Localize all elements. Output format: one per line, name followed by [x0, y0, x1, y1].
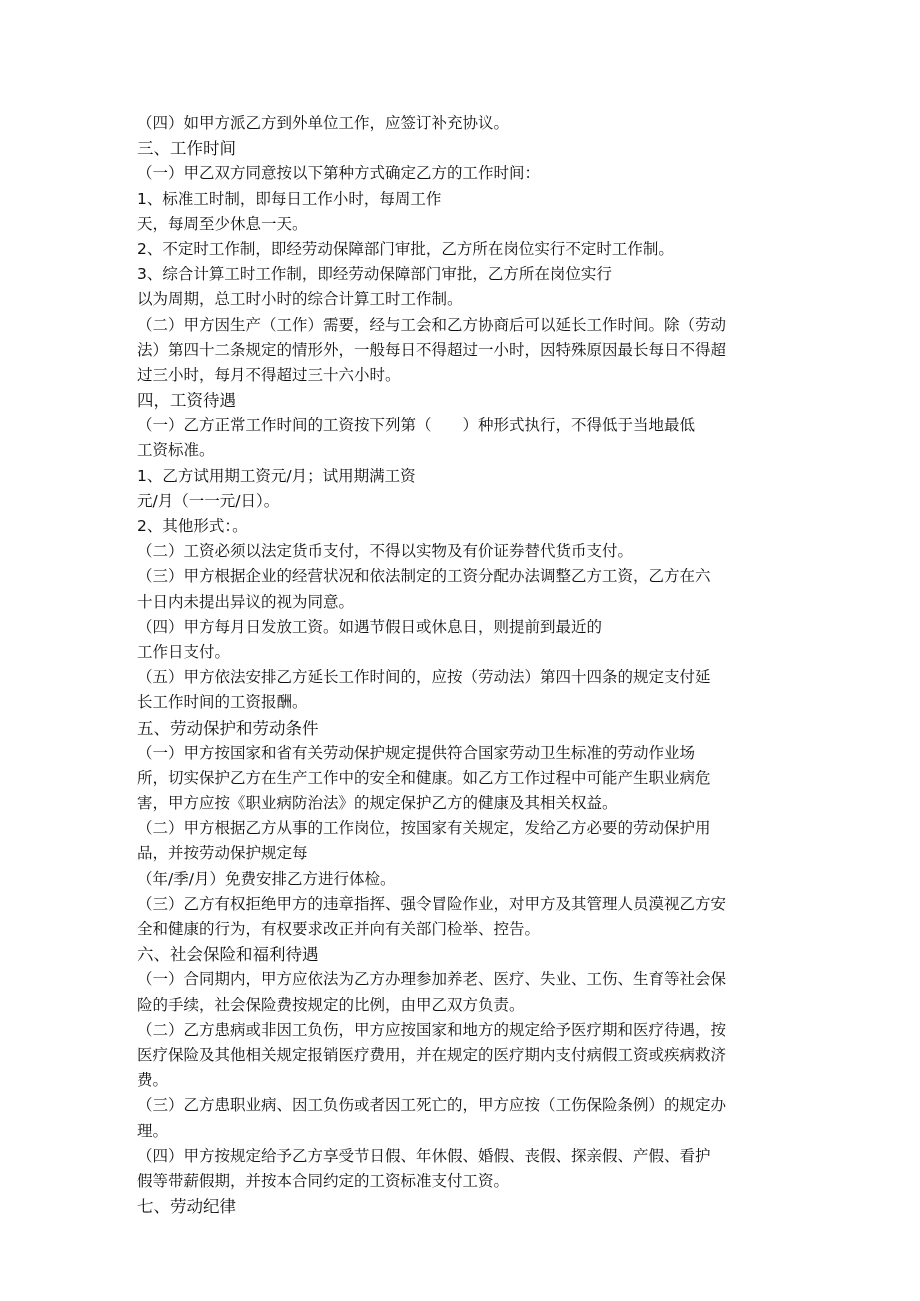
- text-line: 长工作时间的工资报酬。: [137, 693, 308, 712]
- contract-page: [137, 111, 782, 1219]
- text-line: （四）甲方按规定给予乙方享受节日假、年休假、婚假、丧假、探亲假、产假、看护: [137, 1146, 711, 1165]
- text-line: 理。: [137, 1121, 169, 1140]
- text-line: 医疗保险及其他相关规定报销医疗费用，并在规定的医疗期内支付病假工资或疾病救济: [137, 1045, 727, 1064]
- text-line: 害，甲方应按《职业病防治法》的规定保护乙方的健康及其相关权益。: [137, 794, 618, 813]
- text-line: 1、标准工时制，即每日工作小时，每周工作: [137, 189, 442, 208]
- text-line: （二）工资必须以法定货币支付，不得以实物及有价证券替代货币支付。: [137, 542, 634, 561]
- text-line: 天，每周至少休息一天。: [137, 214, 308, 233]
- section-heading: 七、劳动纪律: [137, 1197, 236, 1217]
- text-line: （二）甲方因生产（工作）需要，经与工会和乙方协商后可以延长工作时间。除（劳动: [137, 315, 727, 334]
- text-line: （三）乙方患职业病、因工负伤或者因工死亡的，甲方应按（工伤保险条例）的规定办: [137, 1096, 727, 1115]
- text-line: （一）乙方正常工作时间的工资按下列第（ ）种形式执行，不得低于当地最低: [137, 416, 696, 435]
- text-line: 全和健康的行为，有权要求改正并向有关部门检举、控告。: [137, 920, 541, 938]
- text-line: 十日内未提出异议的视为同意。: [137, 592, 355, 611]
- text-line: 工作日支付。: [137, 642, 231, 661]
- text-line: 1、乙方试用期工资元/月；试用期满工资: [137, 466, 416, 485]
- text-line: （三）甲方根据企业的经营状况和依法制定的工资分配办法调整乙方工资，乙方在六: [137, 567, 711, 586]
- text-line: （年/季/月）免费安排乙方进行体检。: [137, 869, 396, 888]
- text-line: 元/月（一一元/日）。: [137, 491, 280, 510]
- text-line: 险的手续，社会保险费按规定的比例，由甲乙双方负责。: [137, 995, 525, 1014]
- text-line: 法）第四十二条规定的情形外，一般每日不得超过一小时，因特殊原因最长每日不得超: [137, 340, 727, 359]
- section-heading: 六、社会保险和福利待遇: [137, 945, 319, 965]
- text-line: 2、其他形式：。: [137, 517, 248, 535]
- text-line: 3、综合计算工时工作制，即经劳动保障部门审批，乙方所在岗位实行: [137, 265, 612, 284]
- text-line: （五）甲方依法安排乙方延长工作时间的，应按（劳动法）第四十四条的规定支付延: [137, 668, 711, 687]
- section-heading: 三、工作时间: [137, 139, 236, 159]
- section-heading: 四，工资待遇: [137, 391, 236, 411]
- text-line: 假等带薪假期，并按本合同约定的工资标准支付工资。: [137, 1171, 510, 1190]
- text-line: （三）乙方有权拒绝甲方的违章指挥、强令冒险作业，对甲方及其管理人员漠视乙方安: [137, 894, 727, 913]
- text-line: 过三小时，每月不得超过三十六小时。: [137, 365, 401, 384]
- text-line: （四）如甲方派乙方到外单位工作，应签订补充协议。: [137, 114, 510, 132]
- text-line: （二）乙方患病或非因工负伤，甲方应按国家和地方的规定给予医疗期和医疗待遇，按: [137, 1020, 727, 1039]
- text-line: 所，切实保护乙方在生产工作中的安全和健康。如乙方工作过程中可能产生职业病危: [137, 768, 711, 787]
- text-line: 品，并按劳动保护规定每: [137, 844, 308, 863]
- text-line: 工资标准。: [137, 441, 215, 460]
- text-line: （一）合同期内，甲方应依法为乙方办理参加养老、医疗、失业、工伤、生育等社会保: [137, 970, 727, 989]
- section-heading: 五、劳动保护和劳动条件: [137, 718, 319, 738]
- text-line: 以为周期，总工时小时的综合计算工时工作制。: [137, 290, 463, 309]
- text-line: 2、不定时工作制，即经劳动保障部门审批，乙方所在岗位实行不定时工作制。: [137, 239, 674, 258]
- text-line: （一）甲乙双方同意按以下第种方式确定乙方的工作时间：: [137, 164, 541, 183]
- text-line: （二）甲方根据乙方从事的工作岗位，按国家有关规定，发给乙方必要的劳动保护用: [137, 819, 711, 838]
- text-line: 费。: [137, 1071, 169, 1090]
- text-line: （四）甲方每月日发放工资。如遇节假日或休息日，则提前到最近的: [137, 617, 603, 636]
- text-line: （一）甲方按国家和省有关劳动保护规定提供符合国家劳动卫生标准的劳动作业场: [137, 743, 696, 762]
